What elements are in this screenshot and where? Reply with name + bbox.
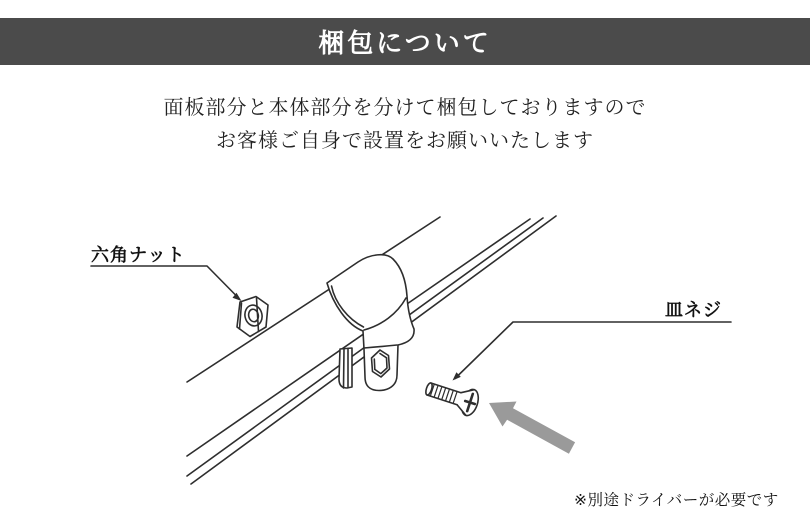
page-title: 梱包について [318,28,492,58]
hex-nut-drawing [237,297,268,337]
gray-direction-arrow-icon [489,402,575,454]
description-line-1: 面板部分と本体部分を分けて梱包しておりますので [163,97,647,119]
tube-lines [187,217,530,456]
screwdriver-note: ※別途ドライバーが必要です [574,492,779,509]
countersunk-screw-label: 皿ネジ [665,300,722,320]
clamp-bracket [327,255,414,391]
countersunk-screw-drawing [425,382,482,417]
hex-nut-label: 六角ナット [91,245,186,265]
hex-nut-leader-line [91,266,242,301]
description-line-2: お客様ご自身で設置をお願いいたします [216,130,594,152]
screw-leader-line [453,322,732,381]
